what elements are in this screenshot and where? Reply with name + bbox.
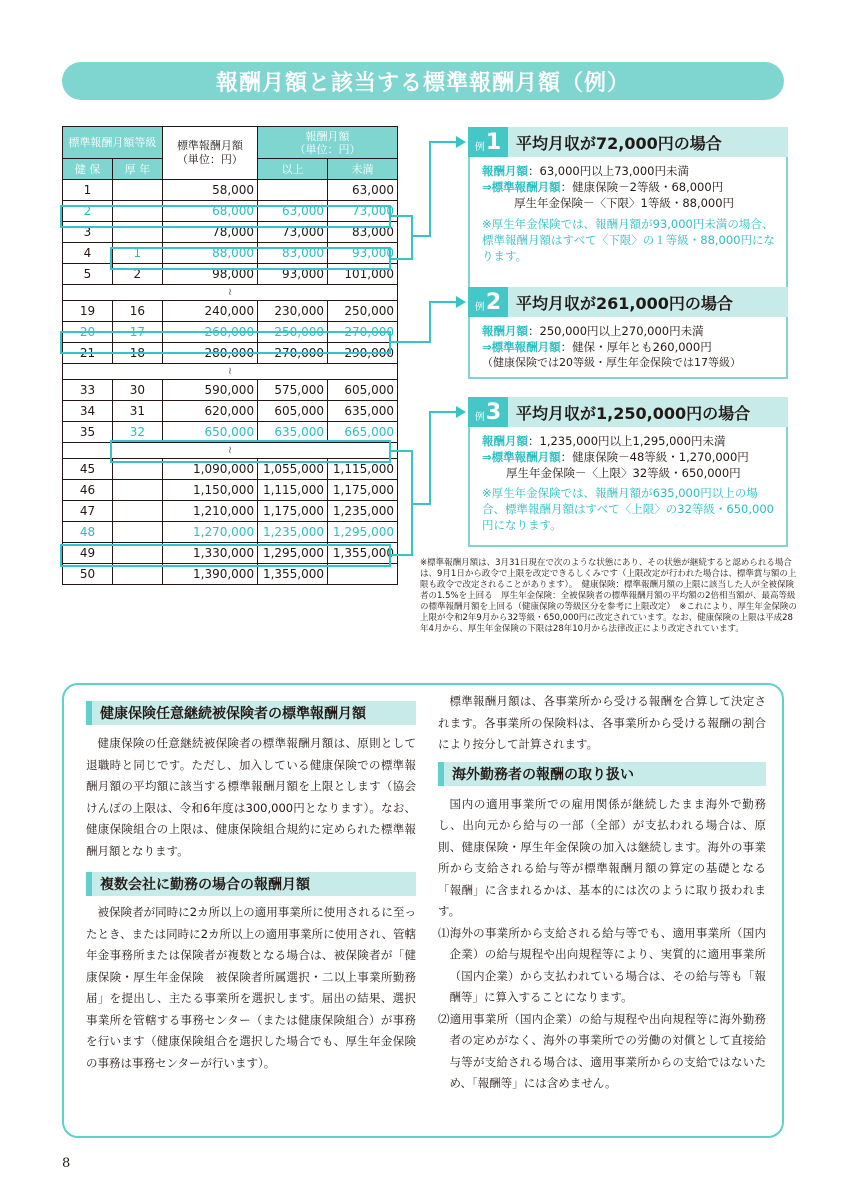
- cell-lo: 230,000: [258, 301, 328, 322]
- cell-hi: 93,000: [328, 243, 398, 264]
- cell-n: 2: [112, 264, 162, 285]
- cell-s: 1,270,000: [162, 522, 257, 543]
- cell-lo: 93,000: [258, 264, 328, 285]
- example-1: [468, 127, 788, 305]
- example-3: [468, 397, 788, 547]
- badge-label: 例: [474, 302, 485, 313]
- term-standard: ⇒標準報酬月額: [482, 450, 561, 464]
- badge-number: 2: [485, 290, 502, 315]
- cell-s: 1,330,000: [162, 543, 257, 564]
- cell-s: 68,000: [162, 201, 257, 222]
- cell-s: 1,210,000: [162, 501, 257, 522]
- cell-n: 1: [112, 243, 162, 264]
- page-number: 8: [62, 1156, 71, 1171]
- example-3-badge: [468, 397, 508, 427]
- cell-s: 58,000: [162, 180, 257, 201]
- badge-label: 例: [474, 142, 485, 153]
- cell-n: 31: [112, 401, 162, 422]
- cell-k: 1: [63, 180, 113, 201]
- footnote: ※標準報酬月額は、3月31日現在で次のような状態にあり、その状態が継続すると認められる場合は、9月1日から政令で上限を改定できるしくみです（上限改定が行われた場合は、標準賞与額の上限も政令で改定されることがあります）。 健康保険：標準報酬月額の上限に該当した人が全被保険者の1.5%を上回る 厚生年金保険：全被保険者の標準報酬月額の平均額の2倍相当額が、最高等級の標準報酬月額を上回る（健康保険の等級区分を参考に上限改定） ※これにより、厚生年金保険の上限が令和2年9月から32等級・650,000円に改定されています。なお、健康保険の上限は平成28年4月から、厚生年金保険の下限は28年10月から法律改正により改定されています。: [420, 558, 797, 634]
- example-3-title: 平均月収が1,250,000円の場合: [508, 397, 788, 427]
- cell-lo: 1,055,000: [258, 459, 328, 480]
- cell-s: 280,000: [162, 343, 257, 364]
- cell-hi: 290,000: [328, 343, 398, 364]
- cell-k: 21: [63, 343, 113, 364]
- cell-lo: 63,000: [258, 201, 328, 222]
- cell-lo: 83,000: [258, 243, 328, 264]
- cell-k: 49: [63, 543, 113, 564]
- cell-k: 47: [63, 501, 113, 522]
- cell-hi: 605,000: [328, 380, 398, 401]
- page-title: 報酬月額と該当する標準報酬月額（例）: [215, 70, 630, 96]
- header-standard-unit: （単位：円）: [176, 153, 243, 166]
- cell-hi: 1,295,000: [328, 522, 398, 543]
- cell-k: 48: [63, 522, 113, 543]
- right-column: [438, 691, 766, 1095]
- cell-lo: 1,115,000: [258, 480, 328, 501]
- cell-hi: 1,115,000: [328, 459, 398, 480]
- cell-s: 590,000: [162, 380, 257, 401]
- term-standard: ⇒標準報酬月額: [482, 340, 561, 354]
- cell-k: 34: [63, 401, 113, 422]
- cell-n: 18: [112, 343, 162, 364]
- cell-n: 16: [112, 301, 162, 322]
- header-range-label: 報酬月額: [305, 129, 350, 143]
- example-3-body: [468, 427, 788, 547]
- gap-mark: ≀: [63, 364, 398, 380]
- line2: ：健康保険－2等級・68,000円: [560, 180, 724, 194]
- cell-hi: 635,000: [328, 401, 398, 422]
- cell-k: 3: [63, 222, 113, 243]
- term-hoshu: 報酬月額: [482, 434, 528, 448]
- cell-s: 88,000: [162, 243, 257, 264]
- section-title-nini-keizoku: 健康保険任意継続被保険者の標準報酬月額: [86, 701, 416, 725]
- example-3-header: [468, 397, 788, 427]
- header-kenpo: 健 保: [63, 159, 113, 180]
- cell-k: 35: [63, 422, 113, 443]
- section-title-fukusu-kaisha: 複数会社に勤務の場合の報酬月額: [86, 872, 416, 896]
- line2: ：健保・厚年とも260,000円: [560, 340, 712, 354]
- example-2-title: 平均月収が261,000円の場合: [508, 287, 788, 317]
- section-title-kaigai: 海外勤務者の報酬の取り扱い: [438, 762, 766, 786]
- line3: 厚生年金保険－〈下限〉1等級・88,000円: [514, 196, 735, 210]
- cell-hi: 1,175,000: [328, 480, 398, 501]
- cell-lo: 575,000: [258, 380, 328, 401]
- cell-k: 5: [63, 264, 113, 285]
- header-standard-label: 標準報酬月額: [176, 139, 243, 152]
- cell-lo: 270,000: [258, 343, 328, 364]
- header-range-unit: （単位：円）: [294, 142, 361, 156]
- cell-s: 620,000: [162, 401, 257, 422]
- cell-s: 98,000: [162, 264, 257, 285]
- gap-mark: ≀: [63, 443, 398, 459]
- example-2: [468, 287, 788, 379]
- cell-s: 240,000: [162, 301, 257, 322]
- cell-lo: 73,000: [258, 222, 328, 243]
- cell-lo: 1,355,000: [258, 564, 328, 585]
- cell-k: 46: [63, 480, 113, 501]
- section-body-fukusu-kaisha-cont: 標準報酬月額は、各事業所から受ける報酬を合算して決定されます。各事業所の保険料は、各事業所から受ける報酬の割合により按分して計算されます。: [438, 694, 766, 751]
- example-1-title: 平均月収が72,000円の場合: [508, 127, 788, 157]
- header-grade: 標準報酬月額等級: [63, 127, 163, 159]
- term-hoshu: 報酬月額: [482, 324, 528, 338]
- example-1-body: [468, 157, 788, 305]
- cell-s: 78,000: [162, 222, 257, 243]
- badge-label: 例: [474, 412, 485, 423]
- cell-n: 32: [112, 422, 162, 443]
- line2: ：健康保険－48等級・1,270,000円: [560, 450, 749, 464]
- cell-hi: 665,000: [328, 422, 398, 443]
- header-kounen: 厚 年: [112, 159, 162, 180]
- example-2-header: [468, 287, 788, 317]
- cell-hi: 83,000: [328, 222, 398, 243]
- example-1-note: ※厚生年金保険では、報酬月額が93,000円未満の場合、標準報酬月額はすべて〈下限〉の１等級・88,000円になります。: [482, 217, 776, 263]
- example-1-badge: [468, 127, 508, 157]
- cell-k: 45: [63, 459, 113, 480]
- cell-lo: 250,000: [258, 322, 328, 343]
- cell-k: 33: [63, 380, 113, 401]
- line1: ：63,000円以上73,000円未満: [528, 164, 689, 178]
- term-standard: ⇒標準報酬月額: [482, 180, 561, 194]
- section-item-1: ⑴海外の事業所から支給される給与等でも、適用事業所（国内企業）の給与規程や出向規程等により、実質的に適用事業所（国内企業）から支払われている場合は、その給与等も「報酬等」に算入することになります。: [438, 925, 766, 1004]
- header-lower: 以上: [258, 159, 328, 180]
- cell-k: 50: [63, 564, 113, 585]
- gap-mark: ≀: [63, 285, 398, 301]
- cell-n: 30: [112, 380, 162, 401]
- cell-lo: 1,175,000: [258, 501, 328, 522]
- section-body-fukusu-kaisha: 被保険者が同時に2カ所以上の適用事業所に使用されるに至ったとき、または同時に2カ所以上の適用事業所に使用され、管轄年金事務所または保険者が複数となる場合は、被保険者が「健康保険・厚生年金保険 被保険者所属選択・二以上事業所勤務届」を提出し、主たる事業所を選択します。届出の結果、選択事業所を管轄する事務センター（または健康保険組合）が事務を行います（健康保険組合を選択した場合でも、厚生年金保険の事務は事務センターが行います）。: [86, 905, 416, 1070]
- cell-hi: 250,000: [328, 301, 398, 322]
- cell-k: 20: [63, 322, 113, 343]
- cell-k: 4: [63, 243, 113, 264]
- cell-s: 650,000: [162, 422, 257, 443]
- cell-lo: 605,000: [258, 401, 328, 422]
- lower-info-box: [62, 683, 784, 1138]
- cell-hi: 101,000: [328, 264, 398, 285]
- term-hoshu: 報酬月額: [482, 164, 528, 178]
- section-body-kaigai: 国内の適用事業所での雇用関係が継続したまま海外で勤務し、出向元から給与の一部（全部）が支払われる場合は、原則、健康保険・厚生年金保険の加入は継続します。海外の事業所から支給される給与等が標準報酬月額の算定の基礎となる「報酬」に含まれるかは、基本的には次のように取り扱われます。: [438, 796, 766, 918]
- cell-k: 19: [63, 301, 113, 322]
- cell-lo: 1,235,000: [258, 522, 328, 543]
- line3: 厚生年金保険－〈上限〉32等級・650,000円: [506, 466, 741, 480]
- section-body-nini-keizoku: 健康保険の任意継続被保険者の標準報酬月額は、原則として退職時と同じです。ただし、加入している健康保険での標準報酬月額の平均額に該当する標準報酬月額を上限とします（協会けんぽの上限は、令和6年度は300,000円となります）。なお、健康保険組合の上限は、健康保険組合規約に定められた標準報酬月額となります。: [86, 736, 416, 858]
- cell-s: 260,000: [162, 322, 257, 343]
- left-column: [86, 701, 416, 1074]
- example-2-badge: [468, 287, 508, 317]
- line3: （健康保険では20等級・厚生年金保険では17等級）: [482, 356, 741, 369]
- example-3-note: ※厚生年金保険では、報酬月額が635,000円以上の場合、標準報酬月額はすべて〈上限〉の32等級・650,000円になります。: [482, 486, 774, 532]
- cell-s: 1,390,000: [162, 564, 257, 585]
- badge-number: 3: [485, 400, 502, 425]
- cell-hi: 270,000: [328, 322, 398, 343]
- cell-hi: 73,000: [328, 201, 398, 222]
- badge-number: 1: [485, 130, 502, 155]
- cell-hi: 1,355,000: [328, 543, 398, 564]
- cell-hi: 63,000: [328, 180, 398, 201]
- example-1-header: [468, 127, 788, 157]
- cell-lo: 635,000: [258, 422, 328, 443]
- cell-n: 17: [112, 322, 162, 343]
- section-item-2: ⑵適用事業所（国内企業）の給与規程や出向規程等に海外勤務者の定めがなく、海外の事業所での労働の対償として直接給与等が支給される場合は、適用事業所からの支給ではないため、「報酬等」には含めません。: [438, 1011, 766, 1090]
- cell-lo: 1,295,000: [258, 543, 328, 564]
- line1: ：1,235,000円以上1,295,000円未満: [528, 434, 726, 448]
- example-2-body: [468, 317, 788, 379]
- cell-s: 1,090,000: [162, 459, 257, 480]
- header-upper: 未満: [328, 159, 398, 180]
- cell-s: 1,150,000: [162, 480, 257, 501]
- line1: ：250,000円以上270,000円未満: [528, 324, 704, 338]
- cell-hi: 1,235,000: [328, 501, 398, 522]
- cell-k: 2: [63, 201, 113, 222]
